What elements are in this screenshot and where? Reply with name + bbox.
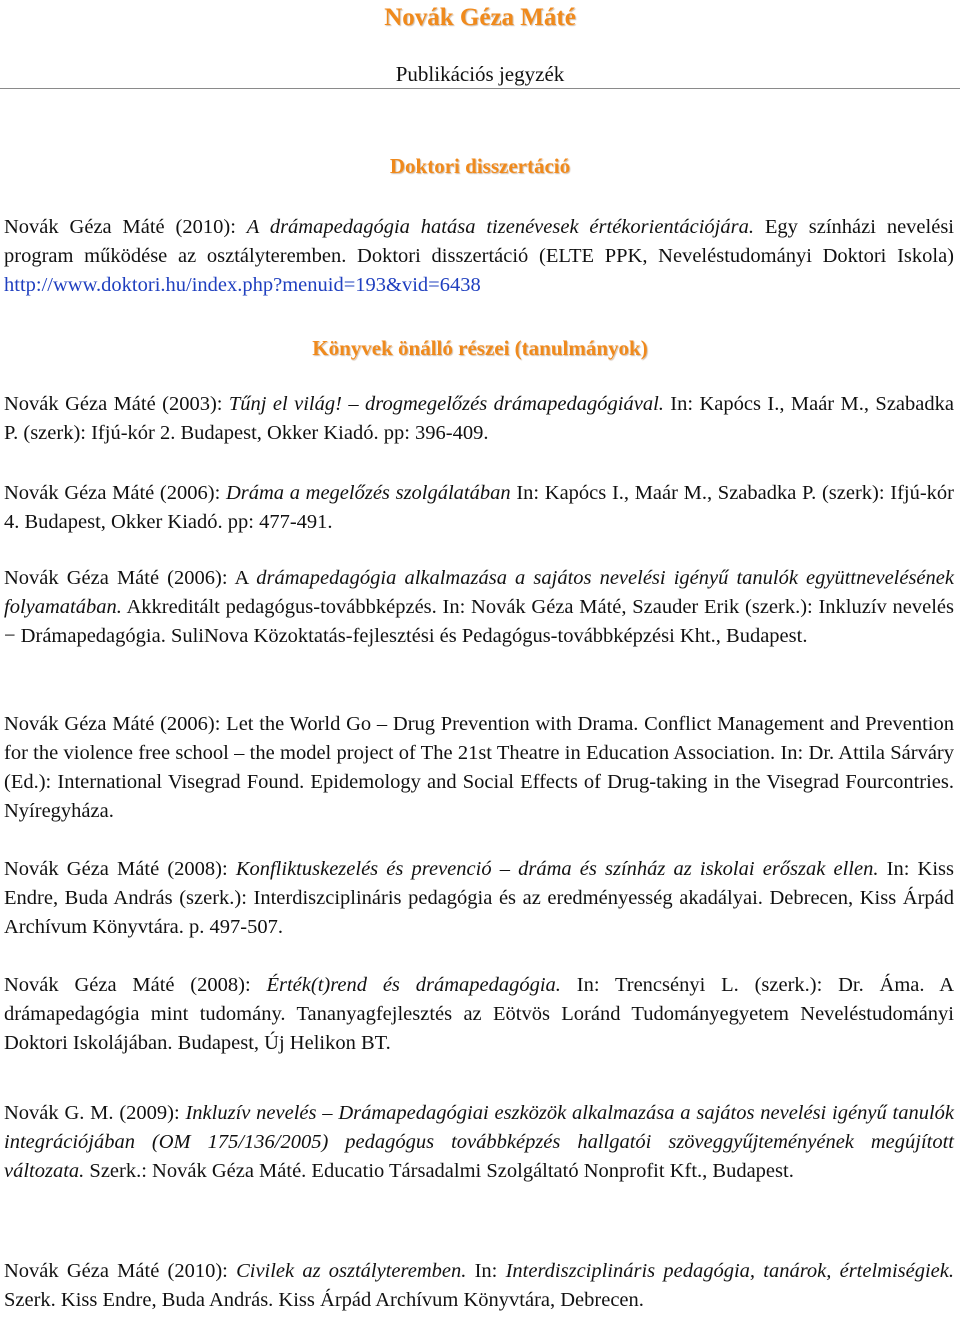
entry-plain-text: Novák Géza Máté (2006):	[4, 482, 226, 504]
entry-plain-text: In: Kiss Endre, Buda András (szerk.): Interdiszciplináris pedagógia és az eredményesség akadályai. Debrecen, Kiss Árpád Archívum Könyvtára. p. 497-507.	[4, 858, 954, 938]
entry-title-italic: Civilek az osztályteremben.	[236, 1260, 467, 1282]
publication-entry	[4, 390, 954, 448]
entry-title-italic: drámapedagógia alkalmazása a sajátos nevelési igényű tanulók együttnevelésének folyamatában.	[4, 567, 954, 618]
entry-plain-text: Novák Géza Máté (2010):	[4, 1260, 237, 1282]
entry-title-italic: Interdiszciplináris pedagógia, tanárok, értelmiségiek.	[505, 1260, 955, 1282]
page-subtitle: Publikációs jegyzék	[395, 62, 565, 86]
dissertation-link[interactable]: http://www.doktori.hu/index.php?menuid=193&vid=6438	[4, 274, 481, 296]
entry-plain-text: In: Kapócs I., Maár M., Szabadka P. (szerk): Ifjú-kór 4. Budapest, Okker Kiadó. pp: 477-491.	[4, 482, 954, 533]
entry-title-italic: Érték(t)rend és drámapedagógia.	[266, 974, 561, 996]
entry-plain-text: Szerk. Kiss Endre, Buda András. Kiss Árpád Archívum Könyvtára, Debrecen.	[4, 1289, 644, 1311]
header-divider	[0, 88, 960, 89]
entry-plain-text: Novák Géza Máté (2010):	[4, 216, 247, 238]
publication-entry	[4, 213, 954, 300]
publication-entry	[4, 855, 954, 942]
entry-title-italic: Tűnj el világ! – drogmegelőzés drámapedagógiával.	[228, 393, 664, 415]
publication-entry	[4, 971, 954, 1058]
entry-title-italic: Dráma a megelőzés szolgálatában	[225, 482, 511, 504]
publication-entry	[4, 564, 954, 651]
page-title: Novák Géza Máté	[384, 4, 576, 31]
publication-entry	[4, 710, 954, 826]
entry-plain-text: Szerk.: Novák Géza Máté. Educatio Társadalmi Szolgáltató Nonprofit Kft., Budapest.	[84, 1160, 794, 1182]
entry-plain-text: Novák Géza Máté (2008):	[4, 974, 267, 996]
publication-entry	[4, 1257, 954, 1315]
entry-plain-text: Novák Géza Máté (2003):	[4, 393, 229, 415]
entry-plain-text: Novák Géza Máté (2006): Let the World Go – Drug Prevention with Drama. Conflict Management and Prevention for the violence free school – the model project of The 21st Theatre in Education Association. In: Dr. Attila Sárváry (Ed.): International Visegrad Found. Epidemology and Social Effects of Drug-taking in the Visegrad Fourcontries. Nyíregyháza.	[4, 713, 954, 822]
entry-plain-text: In: Trencsényi L. (szerk.): Dr. Áma. A drámapedagógia mint tudomány. Tananyagfejlesztés az Eötvös Loránd Tudományegyetem Neveléstudományi Doktori Iskolájában. Budapest, Új Helikon BT.	[4, 974, 954, 1054]
entry-plain-text: Novák Géza Máté (2008):	[4, 858, 236, 880]
section-heading-dissertation: Doktori disszertáció	[389, 154, 571, 178]
entry-plain-text: Akkreditált pedagógus-továbbképzés. In: Novák Géza Máté, Szauder Erik (szerk.): Inkluzív nevelés − Drámapedagógia. SuliNova Közoktatás-fejlesztési és Pedagógus-továbbképzési Kht., Budapest.	[4, 596, 954, 647]
entry-title-italic: Inkluzív nevelés – Drámapedagógiai eszközök alkalmazása a sajátos nevelési igényű tanulók integrációjában (OM 175/136/2005) pedagógus továbbképzés hallgatói szöveggyűjteményének megújított változata.	[4, 1102, 954, 1182]
entry-plain-text: Egy színházi nevelési program működése az osztályteremben. Doktori disszertáció (ELTE PPK, Neveléstudományi Doktori Iskola)	[4, 216, 954, 267]
publication-entry	[4, 1099, 954, 1186]
entry-plain-text: Novák G. M. (2009):	[4, 1102, 186, 1124]
entry-plain-text: In:	[466, 1260, 506, 1282]
entry-title-italic: Konfliktuskezelés és prevenció – dráma és színház az iskolai erőszak ellen.	[235, 858, 879, 880]
entry-plain-text: Novák Géza Máté (2006): A	[4, 567, 257, 589]
publication-entry	[4, 479, 954, 537]
entry-plain-text: In: Kapócs I., Maár M., Szabadka P. (szerk): Ifjú-kór 2. Budapest, Okker Kiadó. pp: 396-409.	[4, 393, 954, 444]
section-heading-books: Könyvek önálló részei (tanulmányok)	[312, 336, 648, 360]
entry-title-italic: A drámapedagógia hatása tizenévesek értékorientációjára.	[246, 216, 754, 238]
